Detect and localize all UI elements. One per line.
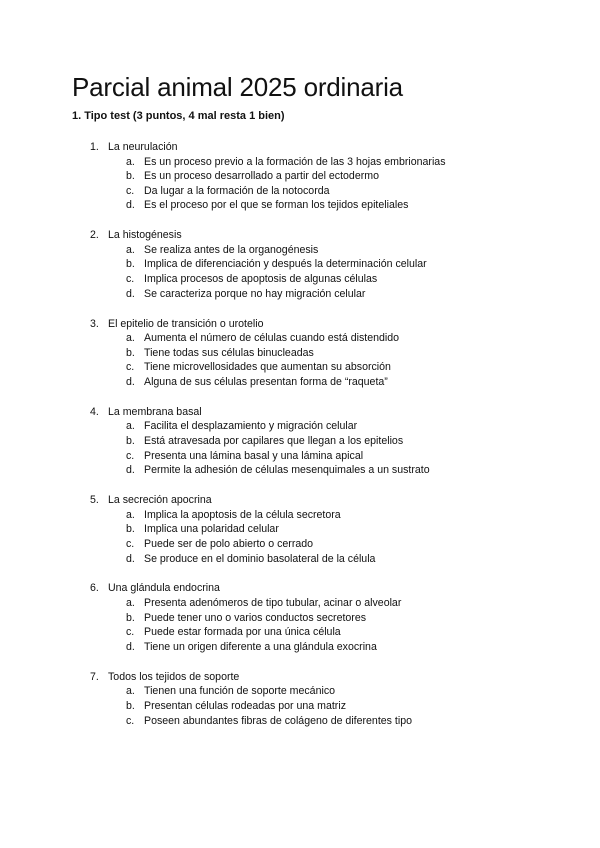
answer-option (126, 537, 313, 552)
option-letter: b. (126, 170, 135, 183)
option-text: Aumenta el número de células cuando está distendido (144, 332, 400, 345)
answer-option (126, 522, 279, 537)
answer-option (126, 699, 346, 714)
option-text: Poseen abundantes fibras de colágeno de diferentes tipo (144, 714, 412, 727)
answer-option (126, 449, 363, 464)
option-letter: a. (126, 332, 135, 345)
option-letter: a. (126, 508, 135, 521)
question-text: La neurulación (108, 141, 178, 153)
option-letter: d. (126, 199, 135, 212)
option-text: Se realiza antes de la organogénesis (144, 243, 319, 256)
option-text: Presentan células rodeadas por una matriz (144, 699, 346, 712)
option-letter: b. (126, 699, 135, 712)
option-letter: b. (126, 346, 135, 359)
option-letter: d. (126, 287, 135, 300)
answer-option (126, 346, 314, 361)
answer-option (126, 419, 357, 434)
question-stem (90, 140, 178, 155)
option-text: Da lugar a la formación de la notocorda (144, 184, 330, 197)
option-letter: a. (126, 420, 135, 433)
question-text: La secreción apocrina (108, 494, 212, 507)
option-text: Es el proceso por el que se forman los tejidos epiteliales (144, 199, 409, 212)
document-title: Parcial animal 2025 ordinaria (72, 72, 403, 102)
question-text: La membrana basal (108, 405, 202, 418)
answer-option (126, 184, 330, 199)
answer-option (126, 434, 403, 449)
question-text: Todos los tejidos de soporte (108, 670, 240, 683)
answer-option (126, 714, 412, 729)
option-letter: b. (126, 258, 135, 271)
option-letter: c. (126, 449, 135, 462)
option-text: Tiene microvellosidades que aumentan su absorción (144, 361, 391, 374)
section-heading: 1. Tipo test (3 puntos, 4 mal resta 1 bien) (72, 110, 285, 122)
option-text: Es un proceso desarrollado a partir del ectodermo (144, 170, 379, 183)
answer-option (126, 272, 377, 287)
option-text: Facilita el desplazamiento y migración celular (144, 420, 358, 433)
option-text: Implica procesos de apoptosis de algunas células (144, 273, 378, 286)
question-block (0, 581, 600, 669)
option-letter: c. (126, 537, 135, 550)
answer-option (126, 375, 388, 390)
option-letter: c. (126, 184, 135, 197)
option-text: Está atravesada por capilares que llegan a los epitelios (144, 435, 404, 448)
answer-option (126, 552, 375, 567)
option-letter: b. (126, 523, 135, 536)
answer-option (126, 625, 341, 640)
option-letter: d. (126, 375, 135, 388)
option-letter: d. (126, 552, 135, 565)
option-letter: b. (126, 611, 135, 624)
answer-option (126, 155, 446, 170)
answer-option (126, 684, 335, 699)
answer-option (126, 198, 408, 213)
option-text: Puede tener uno o varios conductos secretores (144, 611, 367, 624)
answer-option (126, 360, 391, 375)
option-text: Implica de diferenciación y después la determinación celular (144, 258, 427, 271)
question-text: La histogénesis (108, 229, 182, 242)
question-number: 1. (90, 141, 99, 153)
question-text: El epitelio de transición o urotelio (108, 317, 264, 330)
question-stem (90, 581, 220, 596)
option-text: Tiene todas sus células binucleadas (144, 346, 314, 359)
option-text: Es un proceso previo a la formación de las 3 hojas embrionarias (144, 155, 446, 168)
question-text: Una glándula endocrina (108, 582, 220, 595)
option-text: Tienen una función de soporte mecánico (144, 685, 336, 698)
question-block (0, 405, 600, 493)
question-number: 6. (90, 582, 99, 595)
answer-option (126, 640, 377, 655)
answer-option (126, 169, 379, 184)
option-letter: a. (126, 243, 135, 256)
option-text: Tiene un origen diferente a una glándula exocrina (144, 640, 377, 653)
option-text: Puede ser de polo abierto o cerrado (144, 537, 314, 550)
question-block (0, 228, 600, 316)
answer-option (126, 331, 399, 346)
option-text: Permite la adhesión de células mesenquimales a un sustrato (144, 464, 430, 477)
question-block (0, 317, 600, 405)
question-block (0, 493, 600, 581)
answer-option (126, 508, 341, 523)
option-letter: c. (126, 273, 135, 286)
answer-option (126, 611, 366, 626)
option-letter: b. (126, 435, 135, 448)
option-text: Alguna de sus células presentan forma de “raqueta” (144, 375, 388, 388)
option-text: Implica una polaridad celular (144, 523, 279, 536)
option-text: Presenta adenómeros de tipo tubular, acinar o alveolar (144, 597, 402, 610)
option-letter: a. (126, 685, 135, 698)
option-letter: c. (126, 361, 135, 374)
option-letter: d. (126, 464, 135, 477)
option-letter: a. (126, 597, 135, 610)
question-number: 3. (90, 317, 99, 330)
answer-option (126, 596, 401, 611)
question-block (0, 670, 600, 758)
option-letter: c. (126, 714, 135, 727)
question-number: 7. (90, 670, 99, 683)
question-number: 2. (90, 229, 99, 242)
option-letter: c. (126, 626, 135, 639)
option-letter: a. (126, 155, 135, 168)
answer-option (126, 257, 427, 272)
answer-option (126, 287, 365, 302)
option-text: Presenta una lámina basal y una lámina apical (144, 449, 364, 462)
option-text: Se produce en el dominio basolateral de la célula (144, 552, 376, 565)
option-letter: d. (126, 640, 135, 653)
question-stem (90, 405, 202, 420)
question-number: 4. (90, 405, 99, 418)
question-stem (90, 493, 212, 508)
question-stem (90, 317, 263, 332)
question-stem (90, 670, 239, 685)
answer-option (126, 463, 430, 478)
answer-option (126, 243, 318, 258)
option-text: Puede estar formada por una única célula (144, 626, 341, 639)
question-stem (90, 228, 182, 243)
question-block (0, 140, 600, 228)
option-text: Se caracteriza porque no hay migración celular (144, 287, 366, 300)
question-list (0, 140, 600, 758)
option-text: Implica la apoptosis de la célula secretora (144, 508, 341, 521)
question-number: 5. (90, 494, 99, 507)
